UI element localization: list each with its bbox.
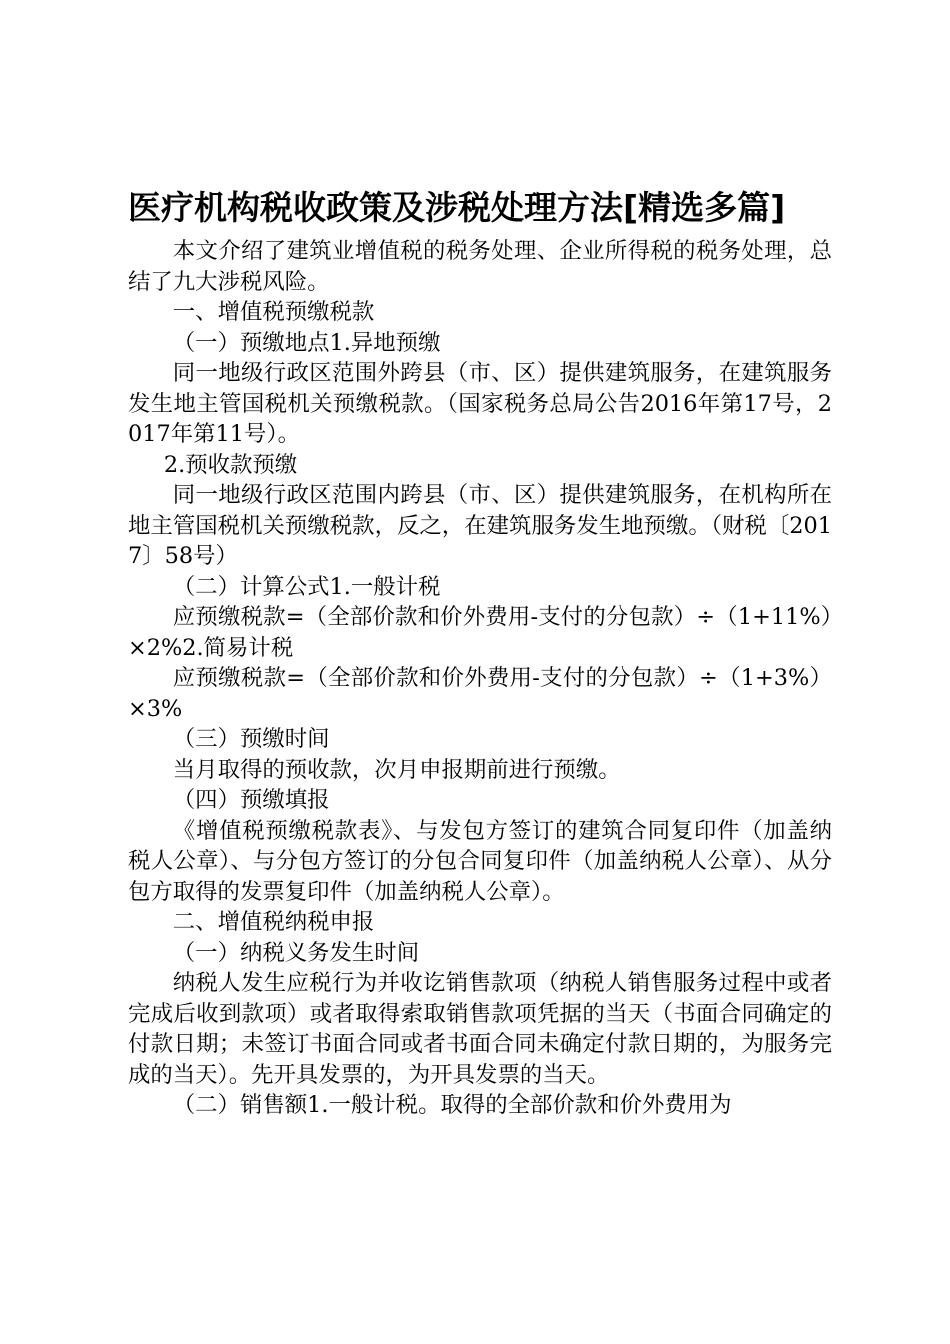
paragraph: 同一地级行政区范围外跨县（市、区）提供建筑服务，在建筑服务发生地主管国税机关预缴税款。（国家税务总局公告2016年第17号，2017年第11号）。 (128, 360, 832, 447)
document-title: 医疗机构税收政策及涉税处理方法[精选多篇] (128, 188, 786, 227)
section-heading-1: 一、增值税预缴税款 (172, 299, 375, 325)
subsection-heading: （二）计算公式1.一般计税 (172, 573, 441, 600)
subsection-heading: （一）预缴地点1.异地预缴 (172, 329, 441, 356)
paragraph-intro: 本文介绍了建筑业增值税的税务处理、企业所得税的税务处理，总结了九大涉税风险。 (128, 238, 832, 295)
paragraph: 同一地级行政区范围内跨县（市、区）提供建筑服务，在机构所在地主管国税机关预缴税款，反之，在建筑服务发生地预缴。（财税〔2017〕58号） (128, 482, 832, 569)
formula-paragraph: 应预缴税款=（全部价款和价外费用-支付的分包款）÷（1+3%）×3% (128, 665, 832, 722)
paragraph: 《增值税预缴税款表》、与发包方签订的建筑合同复印件（加盖纳税人公章）、与分包方签订的分包合同复印件（加盖纳税人公章）、从分包方取得的发票复印件（加盖纳税人公章）。 (128, 817, 832, 905)
document-body (128, 236, 832, 1121)
subsection-heading: （三）预缴时间 (172, 726, 330, 752)
subsection-heading: 2.预收款预缴 (163, 451, 298, 478)
subsection-heading: （四）预缴填报 (172, 787, 330, 813)
subsection-heading: （二）销售额1.一般计税。取得的全部价款和价外费用为 (172, 1092, 732, 1118)
subsection-heading: （一）纳税义务发生时间 (172, 939, 420, 966)
formula-paragraph: 应预缴税款=（全部价款和价外费用-支付的分包款）÷（1+11%）×2%2.简易计税 (128, 604, 832, 661)
section-heading-2: 二、增值税纳税申报 (172, 909, 375, 935)
paragraph: 纳税人发生应税行为并收讫销售款项（纳税人销售服务过程中或者完成后收到款项）或者取得索取销售款项凭据的当天（书面合同确定的付款日期；未签订书面合同或者书面合同未确定付款日期的，为服务完成的当天）。先开具发票的，为开具发票的当天。 (128, 970, 832, 1088)
paragraph: 当月取得的预收款，次月申报期前进行预缴。 (172, 756, 621, 783)
